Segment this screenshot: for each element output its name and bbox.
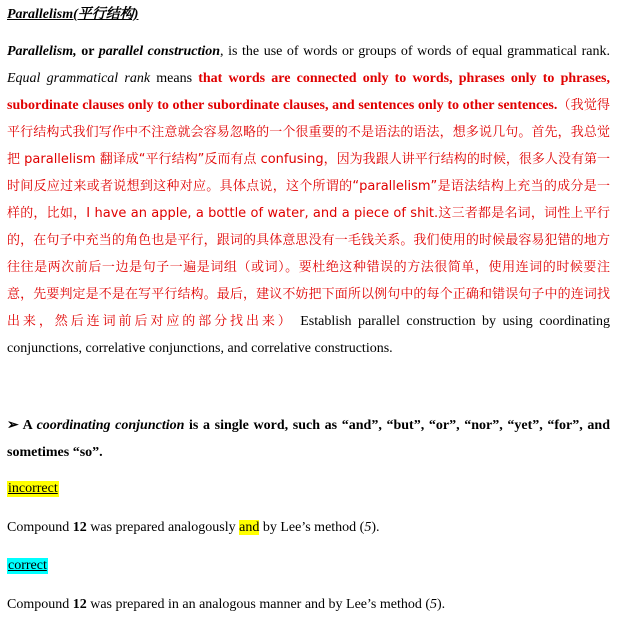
ex1-ref: 5 — [364, 520, 372, 535]
correct-label: correct — [8, 558, 47, 573]
tail-sentence: Establish parallel construction by using coordinating conjunctions, correlative conjunctions, and correlative constructions. — [7, 314, 610, 356]
section-title: Parallelism(平行结构) — [7, 7, 139, 22]
ex1-highlight-and: and — [239, 520, 260, 535]
chinese-note-part1: （我觉得平行结构式我们写作中不注意就会容易忽略的一个很重要的不是语法的语法，想多说几句。首先，我总觉把 parallelism 翻译成“平行结构”反而有点 confusing，因为我跟人讲平行结构的时候，很多人没有第一时间反应过来或者说想到这种对应。具体点说，这个所谓的“parallelism”是语法结构上充当的成分是一样的，比如，I have an apple, a bottle of water, and a piece of shit. — [7, 98, 610, 221]
bullet-coordinating-conjunction — [7, 412, 610, 466]
chinese-note-part2: 这三者都是名词，词性上平行的，在句子中充当的角色也是平行，跟词的具体意思没有一毛钱关系。我们使用的时候最容易犯错的地方往往是两次前后一边是句子一遍是词组（或词）。要杜绝这种错误的方法很简单，使用连词的时候要注意，先要判定是不是在写平行结构。最后，建议不妨把下面所以例句中的每个正确和错误句子中的连词找出来，然后连词前后对应的部分找出来） — [7, 206, 610, 329]
ex2-compound-number: 12 — [72, 597, 87, 612]
ex2-ref: 5 — [430, 597, 438, 612]
red-definition: that words are connected only to words, phrases only to phrases, subordinate clauses only to other subordinate clauses, and sentences only to other sentences. — [7, 71, 611, 113]
example-correct — [7, 597, 445, 613]
ex1-mid: was prepared analogously — [86, 520, 240, 535]
or-text: or — [76, 44, 99, 59]
definition-text: , is the use of words or groups of words of equal grammatical rank. — [220, 44, 610, 59]
term-parallel-construction: parallel construction — [98, 44, 221, 59]
term-parallelism: Parallelism, — [7, 44, 77, 59]
ex1-compound-number: 12 — [72, 520, 87, 535]
ex2-end: ). — [437, 597, 446, 612]
term-coordinating-conjunction: coordinating conjunction — [36, 418, 185, 433]
bullet-a: A — [18, 418, 37, 433]
term-equal-rank: Equal grammatical rank — [7, 71, 151, 86]
arrow-bullet-icon: ➢ — [7, 418, 19, 433]
ex1-post: by Lee’s method ( — [259, 520, 365, 535]
intro-paragraph — [7, 38, 610, 362]
ex1-pre: Compound — [7, 520, 73, 535]
ex2-mid: was prepared in an analogous manner and by Lee’s method ( — [86, 597, 431, 612]
ex2-pre: Compound — [7, 597, 73, 612]
incorrect-label: incorrect — [8, 481, 58, 496]
means-text: means — [150, 71, 199, 86]
bullet-rest: is a single word, such as “and”, “but”, “or”, “nor”, “yet”, “for”, and sometimes “so”. — [7, 418, 610, 460]
example-incorrect — [7, 520, 380, 536]
ex1-end: ). — [371, 520, 380, 535]
